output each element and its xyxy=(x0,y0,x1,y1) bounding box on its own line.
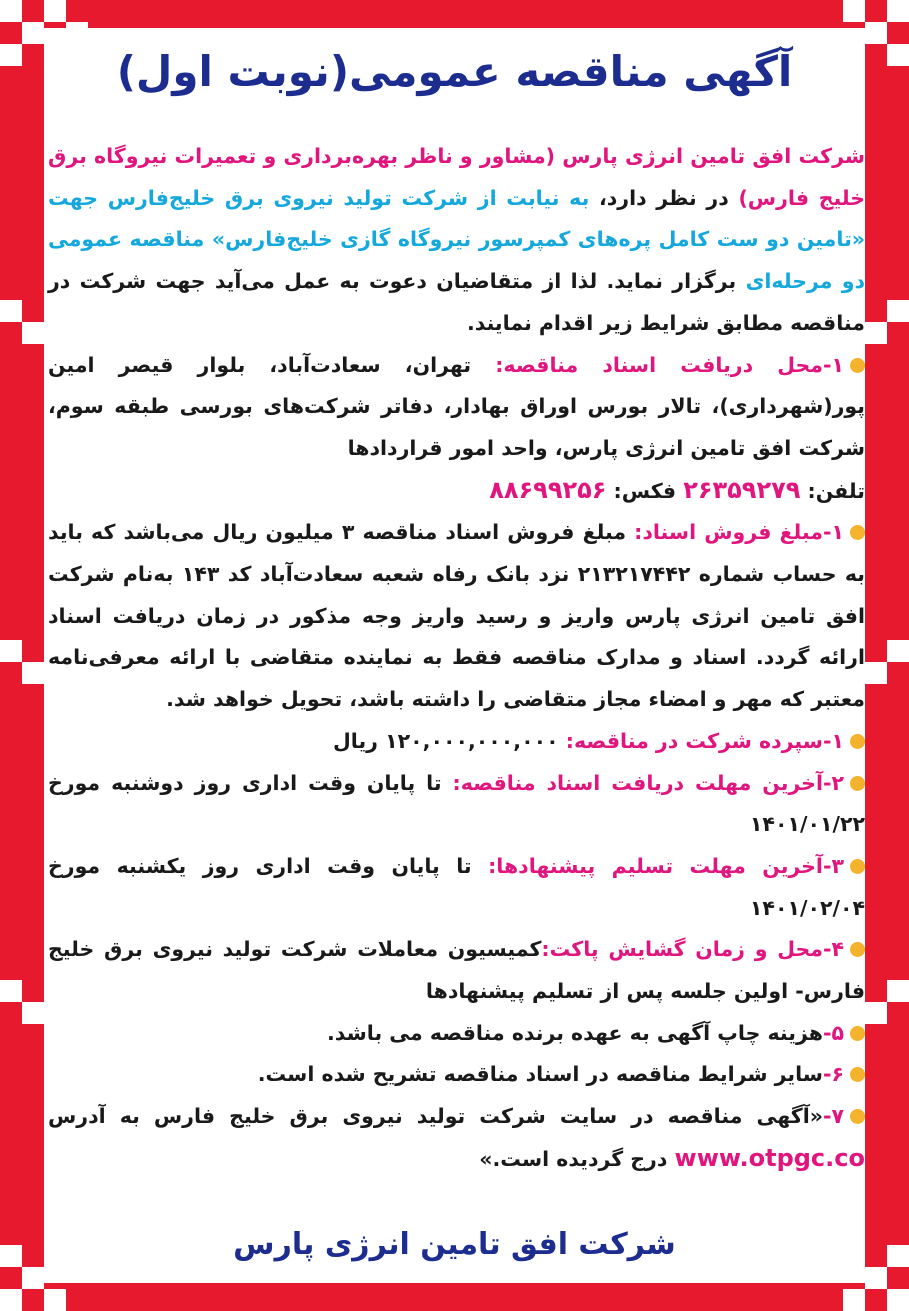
deposit-amount: ۱۲۰,۰۰۰,۰۰۰,۰۰۰ xyxy=(385,728,566,753)
frame-pixel xyxy=(22,662,44,684)
item-documents-price xyxy=(48,512,865,721)
submission-date: ۱۴۰۱/۰۲/۰۴ xyxy=(749,895,865,920)
item-heading: ۱-مبلغ فروش اسناد: xyxy=(634,520,844,545)
frame-pixel xyxy=(887,640,909,662)
tender-type: مناقصه عمومی دو مرحله‌ای xyxy=(48,227,865,294)
frame-pixel xyxy=(22,22,44,44)
company-name: شرکت افق تامین انرژی پارس (مشاور و ناظر بهره‌برداری و تعمیرات نیروگاه برق خلیج فارس) xyxy=(48,144,865,210)
bullet-icon xyxy=(850,1067,865,1082)
company-signature: شرکت افق تامین انرژی پارس xyxy=(233,1227,676,1262)
bullet-icon xyxy=(850,942,865,957)
item-text: تهران، سعادت‌آباد، بلوار قیصر امین پور(شهرداری)، تالار بورس اوراق بهادار، دفاتر شرکت‌های بورسی طبقه سوم، شرکت افق تامین انرژی پارس، واحد امور قراردادها xyxy=(48,352,865,460)
item-text: نزد بانک رفاه شعبه سعادت‌آباد کد xyxy=(219,562,578,587)
intro-text: برگزار نماید. لذا از متقاضیان دعوت به عمل می‌آید جهت شرکت در مناقصه مطابق شرایط زیر اقدام نمایند. xyxy=(48,269,865,335)
intro-text: در نظر دارد، xyxy=(589,185,739,210)
item-website xyxy=(48,1096,865,1180)
branch-code: ۱۴۳ xyxy=(181,562,220,587)
frame-pixel xyxy=(44,0,66,22)
frame-pixel xyxy=(887,0,909,22)
item-text: درج گردیده است.» xyxy=(479,1146,675,1171)
bullet-icon xyxy=(850,859,865,874)
deadline-date: ۱۴۰۱/۰۱/۲۲ xyxy=(749,812,865,837)
item-deposit xyxy=(48,721,865,763)
item-documents-deadline xyxy=(48,763,865,846)
item-text: سایر شرایط مناقصه در اسناد مناقصه تشریح شده است. xyxy=(257,1062,823,1087)
notice-title: آگهی مناقصه عمومی(نوبت اول) xyxy=(116,47,793,96)
notice-panel xyxy=(44,28,865,1283)
bullet-icon xyxy=(850,1026,865,1041)
notice-body xyxy=(48,136,865,1181)
frame-pixel xyxy=(0,640,22,662)
item-text: هزینه چاپ آگهی به عهده برنده مناقصه می باشد. xyxy=(326,1020,823,1045)
item-ad-cost xyxy=(48,1013,865,1055)
item-text: مبلغ فروش اسناد مناقصه xyxy=(354,520,635,545)
deadline-day: دوشنبه xyxy=(111,770,184,795)
website-link[interactable]: www.otpgc.co xyxy=(674,1143,865,1172)
frame-pixel xyxy=(0,1289,22,1311)
frame-pixel xyxy=(887,1245,909,1267)
frame-pixel xyxy=(0,980,22,1002)
bullet-icon xyxy=(850,776,865,791)
frame-pixel xyxy=(865,1267,887,1289)
frame-pixel xyxy=(22,1002,44,1024)
item-text: میلیون ریال می‌باشد که باید به حساب شماره xyxy=(48,520,865,587)
frame-pixel xyxy=(0,0,22,22)
frame-pixel xyxy=(887,1289,909,1311)
item-submission-deadline xyxy=(48,846,865,929)
fax-number: ۸۸۶۹۹۲۵۶ xyxy=(489,475,607,504)
item-text: «آگهی مناقصه در سایت شرکت تولید نیروی برق خلیج فارس به آدرس xyxy=(48,1104,823,1129)
item-heading: ۶- xyxy=(822,1062,844,1087)
frame-pixel xyxy=(843,0,865,22)
frame-pixel xyxy=(865,1002,887,1024)
bullet-icon xyxy=(850,358,865,373)
frame-pixel xyxy=(22,1267,44,1289)
item-heading: ۳-آخرین مهلت تسلیم پیشنهادها: xyxy=(488,853,844,878)
bullet-icon xyxy=(850,525,865,540)
item-text: به‌نام شرکت افق تامین انرژی پارس واریز و رسید واریز وجه مذکور در زمان دریافت اسناد ارائه گردد. اسناد و مدارک مناقصه فقط به نماینده متقاضی با ارائه معرفی‌نامه معتبر که مهر و امضاء مجاز متقاضی را داشته باشد، تحویل خواهد شد. xyxy=(48,562,865,712)
frame-pixel xyxy=(865,662,887,684)
submission-day: یکشنبه xyxy=(116,853,187,878)
item-heading: ۱-سپرده شرکت در مناقصه: xyxy=(565,728,844,753)
frame-pixel xyxy=(0,300,22,322)
fax-label: فکس: xyxy=(606,478,684,503)
frame-pixel xyxy=(44,1289,66,1311)
intro-paragraph xyxy=(48,136,865,345)
tel-number: ۲۶۳۵۹۲۷۹ xyxy=(683,475,801,504)
item-heading: ۱-محل دریافت اسناد مناقصه: xyxy=(495,352,844,377)
item-heading: ۲-آخرین مهلت دریافت اسناد مناقصه: xyxy=(452,770,844,795)
item-heading: ۷- xyxy=(822,1104,844,1129)
item-opening xyxy=(48,929,865,1012)
bullet-icon xyxy=(850,1109,865,1124)
frame-pixel xyxy=(887,300,909,322)
item-text: مورخ xyxy=(48,770,112,795)
frame-pixel xyxy=(865,322,887,344)
intro-text xyxy=(204,227,212,251)
account-number: ۲۱۳۲۱۷۴۴۲ xyxy=(577,562,691,587)
on-behalf-text: به نیابت از شرکت تولید نیروی برق خلیج‌فارس جهت «تامین دو ست کامل پره‌های کمپرسور نیروگاه گازی خلیج‌فارس» xyxy=(48,185,865,252)
frame-pixel xyxy=(865,22,887,44)
frame-pixel xyxy=(843,1289,865,1311)
item-text: ریال xyxy=(333,728,386,753)
frame-pixel xyxy=(887,980,909,1002)
frame-pixel xyxy=(0,1245,22,1267)
item-documents-location xyxy=(48,345,865,513)
item-text: کمیسیون معاملات شرکت تولید نیروی برق خلیج فارس- اولین جلسه پس از تسلیم پیشنهادها xyxy=(48,937,865,1004)
frame-pixel xyxy=(22,322,44,344)
frame-pixel xyxy=(0,44,22,66)
item-text: تا پایان وقت اداری روز xyxy=(186,853,489,878)
item-other-terms xyxy=(48,1054,865,1096)
item-text: مورخ xyxy=(48,853,117,878)
tel-label: تلفن: xyxy=(800,478,865,503)
bullet-icon xyxy=(850,734,865,749)
item-text: تا پایان وقت اداری روز xyxy=(183,770,453,795)
price-amount: ۳ xyxy=(341,520,355,545)
frame-pixel xyxy=(887,44,909,66)
item-heading: ۵- xyxy=(822,1020,844,1045)
item-heading: ۴-محل و زمان گشایش پاکت: xyxy=(541,937,845,962)
